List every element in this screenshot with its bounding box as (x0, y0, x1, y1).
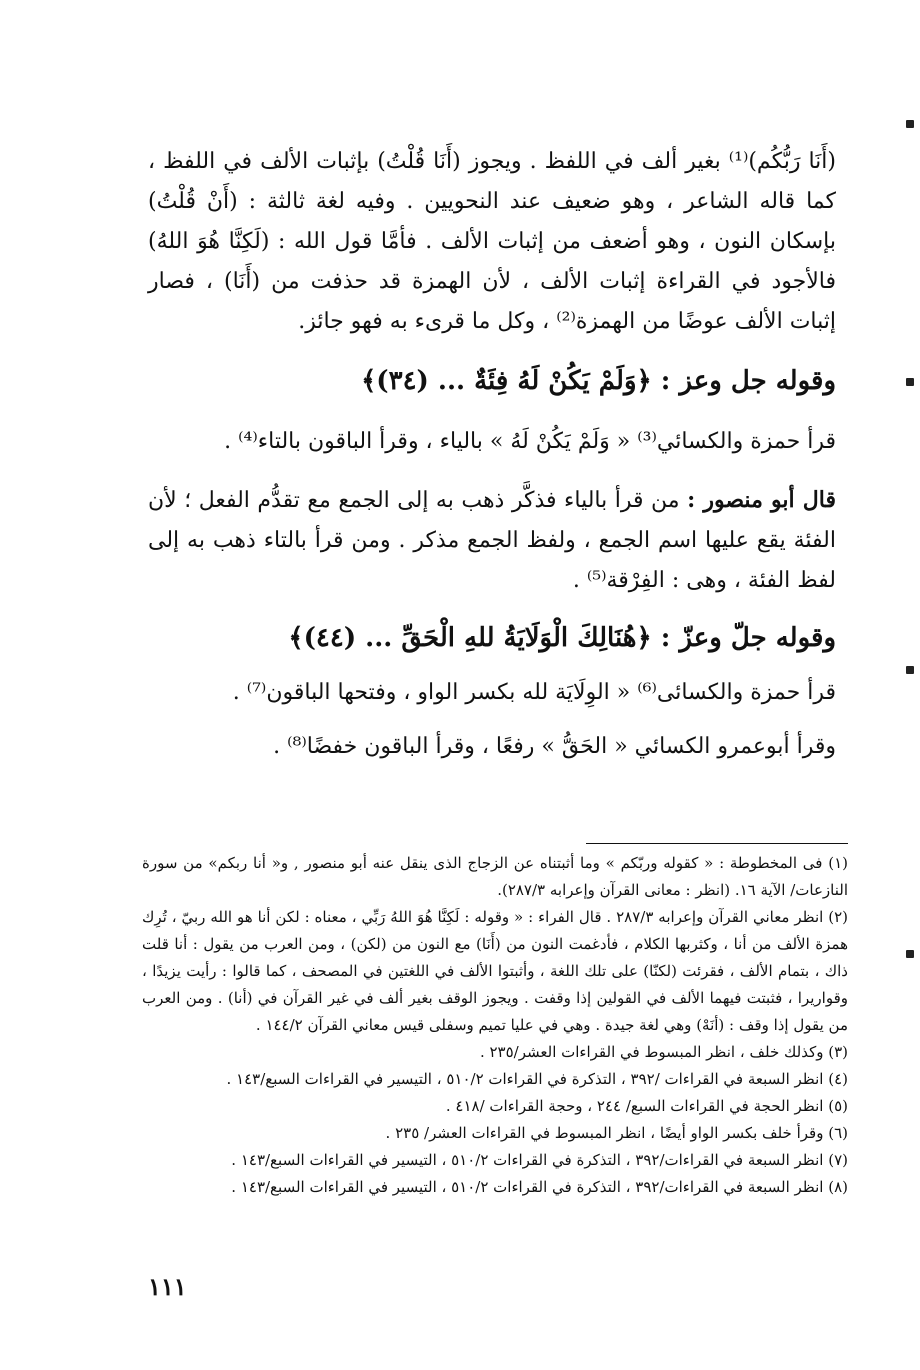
page-number: ١١١ (148, 1272, 187, 1301)
verse-heading-34: وقوله جل وعز : ﴿وَلَمْ يَكُنْ لَهُ فِئَةٌ ... (٣٤)﴾ (361, 366, 836, 396)
paragraph-1: (أَنَا رَبُّكُم)⁽¹⁾ بغير ألف في اللفظ . ويجوز (أَنَا قُلْتُ) بإثبات الألف في اللفظ ، كما قاله الشاعر ، وهو ضعيف عند النحويين . وفيه لغة ثالثة : (أَنْ قُلْتُ) بإسكان النون ، وهو أضعف من إثبات الألف . فأمَّا قول الله : (لَكِنَّا هُوَ اللهُ) فالأجود في القراءة إثبات الألف ، لأن الهمزة قد حذفت من (أَنَا) ، فصار إثبات الألف عوضًا من الهمزة⁽²⁾ ، وكل ما قرىء به فهو جائز. (148, 149, 836, 334)
footnote-5: (٥) انظر الحجة في القراءات السبع/ ٢٤٤ ، وحجة القراءات /٤١٨ . (445, 1097, 848, 1115)
footnote-3: (٣) وكذلك خلف ، انظر المبسوط في القراءات العشر/٢٣٥ . (479, 1043, 848, 1061)
paragraph-2: قرأ حمزة والكسائي⁽³⁾ « وَلَمْ يَكُنْ لَهُ » بالياء ، وقرأ الباقون بالتاء⁽⁴⁾ . (224, 429, 836, 454)
margin-mark (906, 378, 914, 386)
speaker-name: قال أبو منصور : (687, 487, 836, 513)
paragraph-5: وقرأ أبوعمرو الكسائي « الحَقُّ » رفعًا ، وقرأ الباقون خفضًا⁽⁸⁾ . (273, 734, 836, 759)
main-text (148, 142, 836, 767)
footnote-8: (٨) انظر السبعة في القراءات/٣٩٢ ، التذكرة في القراءات ٥١٠/٢ ، التيسير في القراءات السبع/١٤٣ . (231, 1178, 848, 1196)
margin-mark (906, 950, 914, 958)
footnote-4: (٤) انظر السبعة في القراءات /٣٩٢ ، التذكرة في القراءات ٥١٠/٢ ، التيسير في القراءات السبع/١٤٣ . (226, 1070, 848, 1088)
paragraph-4: قرأ حمزة والكسائى⁽⁶⁾ « الوِلَايَة لله بكسر الواو ، وفتحها الباقون⁽⁷⁾ . (232, 680, 836, 705)
margin-mark (906, 666, 914, 674)
margin-mark (906, 120, 914, 128)
footnotes (142, 850, 848, 1201)
footnote-separator (586, 843, 848, 844)
footnote-7: (٧) انظر السبعة في القراءات/٣٩٢ ، التذكرة في القراءات ٥١٠/٢ ، التيسير في القراءات السبع/١٤٣ . (231, 1151, 848, 1169)
verse-heading-44: وقوله جلّ وعزّ : ﴿هُنَالِكَ الْوَلَايَةُ للهِ الْحَقِّ ... (٤٤)﴾ (288, 623, 836, 653)
footnote-2: (٢) انظر معاني القرآن وإعرابه ٢٨٧/٣ . قال الفراء : « وقوله : لَكِنَّا هُوَ اللهُ رَبِّي ، معناه : لكن أنا هو الله ربيّ ، تُرِك همزة الألف من أنا ، وكثربها الكلام ، فأدغمت النون من (أَنَا) مع النون من (لكن) ، ومن العرب من يقول : أنا قلت ذاك ، بتمام الألف ، فقرئت (لكنّا) على تلك اللغة ، وأثبتوا الألف في اللغتين في المصحف ، كما قالوا : رأيت يزيدًا ، وقواريرا ، فثبتت فيهما الألف في القولين إذا وقفت . ويجوز الوقف بغير ألف في غير القرآن في (أنا) . ومن العرب من يقول إذا وقف : (أنَهْ) وهي لغة جيدة . وهي في عليا تميم وسفلى قيس معاني القرآن ١٤٤/٢ . (142, 908, 848, 1034)
footnote-6: (٦) وقرأ خلف بكسر الواو أيضًا ، انظر المبسوط في القراءات العشر/ ٢٣٥ . (385, 1124, 848, 1142)
footnote-1: (١) فى المخطوطة : « كقوله وربّكم » وما أثبتناه عن الزجاج الذى ينقل عنه أبو منصور , و« أنا ربكم» من سورة النازعات/ الآية ١٦. (انظر : معانى القرآن وإعرابه ٢٨٧/٣). (142, 854, 848, 899)
paragraph-3 (148, 480, 836, 601)
paragraph-3-text: من قرأ بالياء فذكَّر ذهب به إلى الجمع مع تقدُّم الفعل ؛ لأن الفئة يقع عليها اسم الجمع ، ولفظ الجمع مذكر . ومن قرأ بالتاء ذهب به إلى لفظ الفئة ، وهى : الفِرْقة⁽⁵⁾ . (148, 488, 836, 593)
